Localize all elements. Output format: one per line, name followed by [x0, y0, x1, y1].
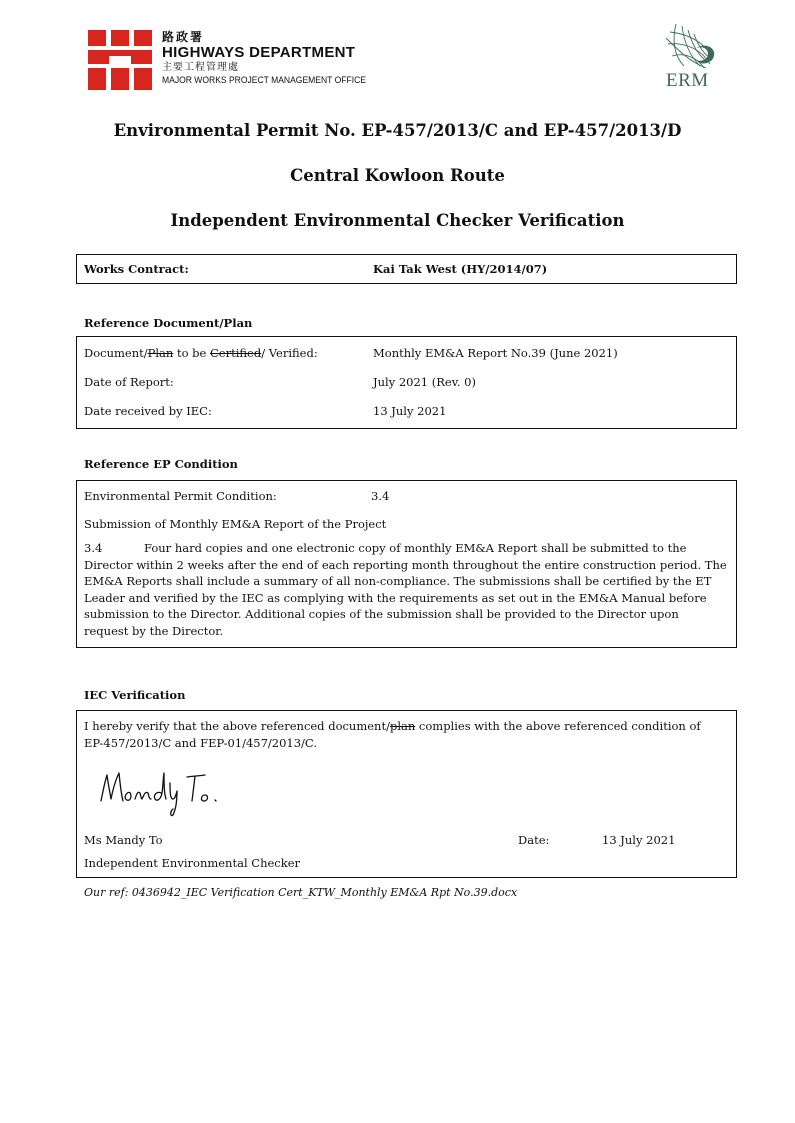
document-label-part: / Verified:: [261, 346, 318, 360]
signatory-name: Ms Mandy To: [84, 833, 163, 847]
verification-statement-line2: EP-457/2013/C and FEP-01/457/2013/C.: [84, 736, 317, 750]
our-reference: Our ref: 0436942_IEC Verification Cert_KTW_Monthly EM&A Rpt No.39.docx: [84, 886, 518, 899]
iec-verification-heading: IEC Verification: [84, 688, 186, 702]
document-label-part: Document/: [84, 346, 148, 360]
dept-name-english: HIGHWAYS DEPARTMENT: [162, 44, 356, 61]
highways-department-logo: [88, 30, 152, 90]
clause-line: Leader and verified by the IEC as complying with the requirements as set out in the EM&A Manual before: [84, 590, 707, 605]
date-value: 13 July 2021: [602, 833, 676, 847]
date-of-report-value: July 2021 (Rev. 0): [373, 375, 476, 389]
works-contract-value: Kai Tak West (HY/2014/07): [373, 262, 548, 276]
works-contract-box: [76, 254, 737, 284]
clause-line: EM&A Reports shall include a summary of all non-compliance. The submissions shall be certified by the ET: [84, 574, 712, 588]
works-contract-label: Works Contract:: [84, 262, 189, 276]
date-of-report-label: Date of Report:: [84, 375, 174, 389]
clause-line: submission to the Director. Additional copies of the submission shall be provided to the Director upon: [84, 607, 679, 621]
statement-part: complies with the above referenced condition of: [415, 719, 701, 733]
document-value: Monthly EM&A Report No.39 (June 2021): [373, 346, 618, 360]
office-name-english: MAJOR WORKS PROJECT MANAGEMENT OFFICE: [162, 75, 366, 85]
clause-line: Four hard copies and one electronic copy of monthly EM&A Report shall be submitted to the: [144, 541, 687, 555]
ep-condition-subject: Submission of Monthly EM&A Report of the Project: [84, 517, 387, 531]
signatory-role: Independent Environmental Checker: [84, 856, 300, 870]
clause-line: request by the Director.: [84, 623, 224, 638]
document-label-certified-struck: Certified: [209, 346, 262, 360]
verification-title: Independent Environmental Checker Verification: [170, 211, 625, 230]
statement-part: I hereby verify that the above referenced document/: [84, 719, 390, 733]
date-received-label: Date received by IEC:: [84, 404, 212, 418]
date-received-value: 13 July 2021: [373, 404, 447, 418]
ep-condition-label: Environmental Permit Condition:: [84, 489, 277, 503]
ep-condition-box: [76, 480, 737, 648]
erm-logo-text: ERM: [666, 70, 709, 91]
department-name-block: [162, 30, 377, 86]
statement-plan-struck: plan: [389, 719, 416, 733]
reference-document-heading: Reference Document/Plan: [84, 316, 253, 330]
ep-condition-value: 3.4: [371, 489, 390, 503]
clause-line: Director within 2 weeks after the end of each reporting month throughout the entire construction period. The: [84, 557, 727, 572]
dept-name-chinese: 路政署: [162, 30, 205, 44]
iec-verification-box: [76, 710, 737, 878]
document-label: [84, 346, 318, 360]
document-label-part: to be: [173, 346, 210, 360]
verification-statement: [84, 718, 701, 735]
permit-title: Environmental Permit No. EP-457/2013/C and EP-457/2013/D: [113, 121, 682, 140]
reference-document-box: [76, 336, 737, 429]
clause-number: 3.4: [84, 541, 103, 555]
document-label-plan-struck: Plan: [147, 346, 174, 360]
date-label: Date:: [518, 833, 550, 847]
project-title: Central Kowloon Route: [290, 166, 505, 185]
office-name-chinese: 主要工程管理處: [162, 62, 239, 73]
handwritten-signature: [91, 763, 241, 819]
ep-condition-heading: Reference EP Condition: [84, 457, 238, 471]
